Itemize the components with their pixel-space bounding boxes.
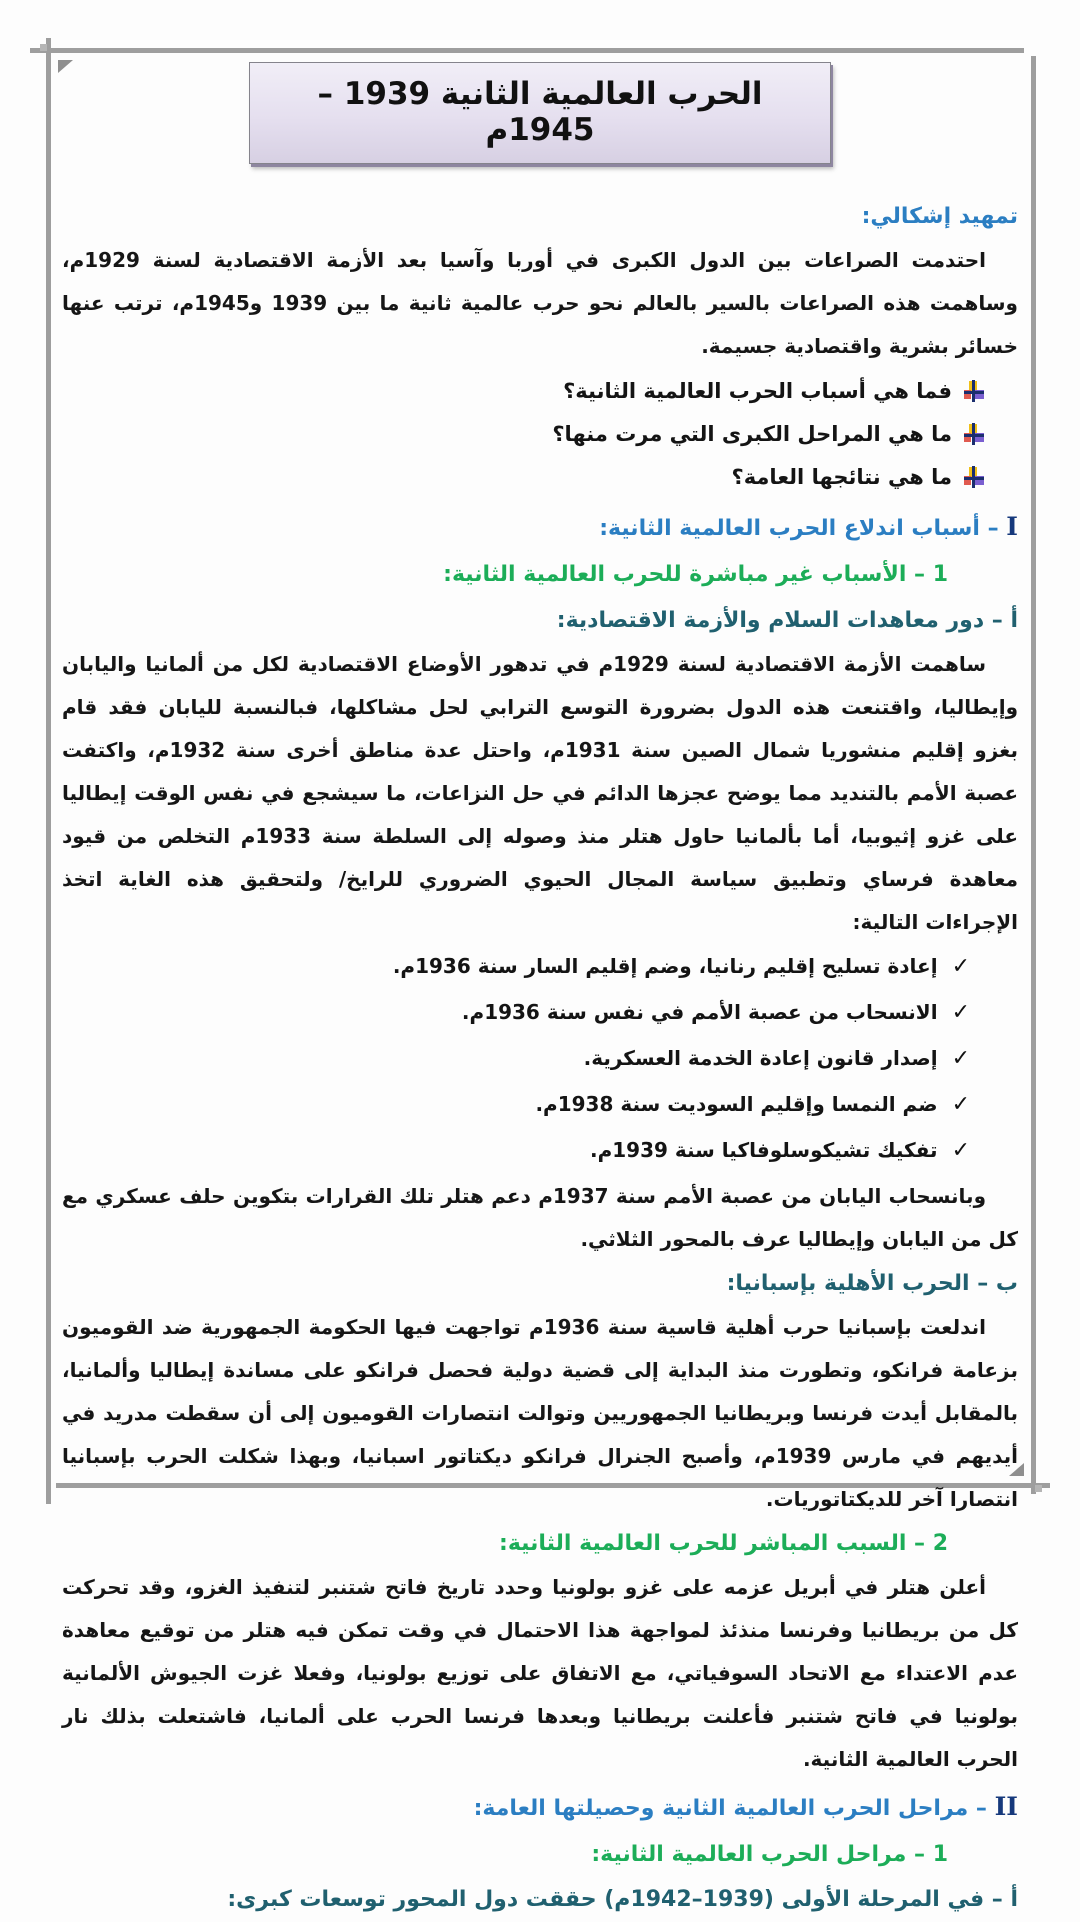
section2-title: – مراحل الحرب العالمية الثانية وحصيلتها العامة: (473, 1795, 987, 1821)
flag-bullet-icon (964, 423, 984, 447)
frame-corner-dot (40, 44, 47, 51)
list-item (62, 1082, 970, 1128)
list-item (62, 456, 984, 499)
section1-sub1-partA-heading: أ – دور معاهدات السلام والأزمة الاقتصادية: (556, 607, 1018, 633)
list-item (62, 413, 984, 456)
frame-border-top (30, 48, 1024, 53)
question-text: ما هي المراحل الكبرى التي مرت منها؟ (552, 422, 952, 447)
question-text: ما هي نتائجها العامة؟ (731, 465, 952, 490)
section1-sub1-partB-heading: ب – الحرب الأهلية بإسبانيا: (726, 1270, 1018, 1296)
partA-closing-paragraph: وبانسحاب اليابان من عصبة الأمم سنة 1937م دعم هتلر تلك القرارات بتكوين حلف عسكري مع كل من اليابان وإيطاليا عرف بالمحور الثلاثي. (62, 1183, 1018, 1251)
section1-numeral: I (1006, 512, 1018, 542)
measures-list (62, 944, 970, 1175)
check-icon: ✓ (951, 999, 970, 1025)
measure-text: الانسحاب من عصبة الأمم في نفس سنة 1936م. (461, 999, 938, 1024)
page-title: الحرب العالمية الثانية 1939 – 1945م (249, 62, 831, 164)
list-item (62, 1128, 970, 1174)
frame-border-right (1031, 56, 1036, 1494)
check-icon: ✓ (951, 1046, 970, 1072)
intro-heading: تمهيد إشكالي: (861, 204, 1018, 229)
section1-sub2-heading: 2 – السبب المباشر للحرب العالمية الثانية: (499, 1530, 948, 1556)
measure-text: تفكيك تشيكوسلوفاكيا سنة 1939م. (589, 1138, 938, 1163)
frame-border-left (46, 38, 51, 1504)
document-content (62, 56, 1018, 1922)
sub2-paragraph: أعلن هتلر في أبريل عزمه على غزو بولونيا وحدد تاريخ فاتح شتنبر لتنفيذ الغزو، وقد تحركت كل من بريطانيا وفرنسا منذئذ لمواجهة هذا الاحتمال في وقت تمكن فيه هتلر من توقيع معاهدة عدم الاعتداء مع الاتحاد السوفياتي، مع الاتفاق على توزيع بولونيا، وفعلا غزت الجيوش الألمانية بولونيا في فاتح شتنبر فأعلنت بريطانيا وبعدها فرنسا الحرب على ألمانيا، فاشتعلت بذلك نار الحرب العالمية الثانية. (62, 1574, 1018, 1771)
list-item (62, 944, 970, 990)
flag-bullet-icon (964, 466, 984, 490)
intro-paragraph: احتدمت الصراعات بين الدول الكبرى في أوربا وآسيا بعد الأزمة الاقتصادية لسنة 1929م، وساهمت هذه الصراعات بالسير بالعالم نحو حرب عالمية ثانية ما بين 1939 و1945م، ترتب عنها خسائر بشرية واقتصادية جسيمة. (62, 248, 1018, 359)
partB-paragraph: اندلعت بإسبانيا حرب أهلية قاسية سنة 1936م تواجهت فيها الحكومة الجمهورية ضد القوميون بزعامة فرانكو، وتطورت منذ البداية إلى قضية دولية فحصل فرانكو على مساندة إيطاليا وألمانيا، بالمقابل أيدت فرنسا وبريطانيا الجمهوريين وتوالت انتصارات القوميون إلى أن سقطت مدريد في أيديهم في مارس 1939م، وأصبح الجنرال فرانكو ديكتاتور اسبانيا، وبهذا شكلت الحرب بإسبانيا انتصارا آخر للديكتاتوريات. (62, 1314, 1018, 1511)
list-item (62, 370, 984, 413)
section1-heading (62, 501, 1018, 552)
check-icon: ✓ (951, 1138, 970, 1164)
section2-sub1-partA-heading: أ – في المرحلة الأولى (1939–1942م) حققت دول المحور توسعات كبرى: (227, 1887, 1018, 1913)
frame-corner-dot (1035, 1485, 1042, 1492)
partA-paragraph: ساهمت الأزمة الاقتصادية لسنة 1929م في تدهور الأوضاع الاقتصادية لكل من ألمانيا واليابان وإيطاليا، واقتنعت هذه الدول بضرورة التوسع الترابي لحل مشاكلها، فبالنسبة لليابان فقد قام بغزو إقليم منشوريا شمال الصين سنة 1931م، واحتل عدة مناطق أخرى سنة 1932م، واكتفت عصبة الأمم بالتنديد مما يوضح عجزها الدائم في حل النزاعات، ما سيشجع في نفس الوقت إيطاليا على غزو إثيوبيا، أما بألمانيا حاول هتلر منذ وصوله إلى السلطة سنة 1933م التخلص من قيود معاهدة فرساي وتطبيق سياسة المجال الحيوي الضروري للرايخ/ ولتحقيق هذه الغاية اتخذ الإجراءات التالية: (62, 651, 1019, 934)
measure-text: إصدار قانون إعادة الخدمة العسكرية. (583, 1046, 938, 1071)
section1-sub1-heading: 1 – الأسباب غير مباشرة للحرب العالمية الثانية: (443, 562, 948, 588)
section2-heading (62, 1781, 1018, 1832)
check-icon: ✓ (951, 1092, 970, 1118)
list-item (62, 1036, 970, 1082)
question-text: فما هي أسباب الحرب العالمية الثانية؟ (563, 379, 952, 404)
list-item (62, 990, 970, 1036)
section2-sub1-heading: 1 – مراحل الحرب العالمية الثانية: (591, 1842, 948, 1868)
question-list (62, 370, 984, 499)
measure-text: ضم النمسا وإقليم السوديت سنة 1938م. (535, 1092, 938, 1117)
check-icon: ✓ (951, 953, 970, 979)
section1-title: – أسباب اندلاع الحرب العالمية الثانية: (599, 516, 999, 542)
measure-text: إعادة تسليح إقليم رنانيا، وضم إقليم السار سنة 1936م. (392, 953, 938, 978)
section2-numeral: II (994, 1791, 1018, 1821)
flag-bullet-icon (964, 380, 984, 404)
